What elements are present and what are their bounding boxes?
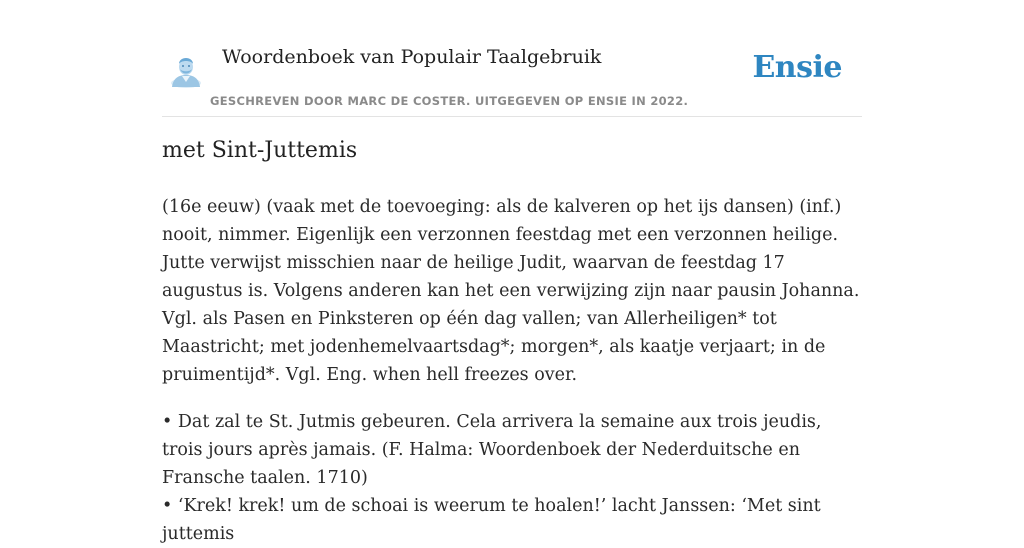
entry-definition: (16e eeuw) (vaak met de toevoeging: als de kalveren op het ijs dansen) (inf.) nooit, nimmer. Eigenlijk een verzonnen feestdag met een verzonnen heilige. Jutte verwijst misschien naar de heilige Judit, waarvan de feestdag 17 augustus is. Volgens anderen kan het een verwijzing zijn naar pausin Johanna. Vgl. als Pasen en Pinksteren op één dag vallen; van Allerheiligen* tot Maastricht; met jodenhemelvaartsdag*; morgen*, als kaatje verjaart; in de pruimentijd*. Vgl. Eng. when hell freezes over. bbox=[162, 197, 860, 385]
entry-title: met Sint-Juttemis bbox=[162, 138, 358, 163]
entry-quote: • Dat zal te St. Jutmis gebeuren. Cela arrivera la semaine aux trois jeudis, trois jours après jamais. (F. Halma: Woordenboek der Nederduitsche en Fransche taalen. 1710) bbox=[162, 412, 822, 488]
ensie-logo[interactable]: Ensie bbox=[752, 50, 842, 85]
author-avatar-icon[interactable] bbox=[170, 52, 202, 88]
author-portrait-icon bbox=[170, 52, 202, 88]
entry-body bbox=[162, 193, 862, 548]
author-meta: GESCHREVEN DOOR MARC DE COSTER. UITGEGEVEN OP ENSIE IN 2022. bbox=[210, 94, 689, 108]
site-header bbox=[162, 0, 862, 117]
book-title[interactable]: Woordenboek van Populair Taalgebruik bbox=[222, 46, 602, 68]
entry-quote: • ‘Krek! krek! um de schoai is weerum te hoalen!’ lacht Janssen: ‘Met sint juttemis bbox=[162, 496, 821, 544]
